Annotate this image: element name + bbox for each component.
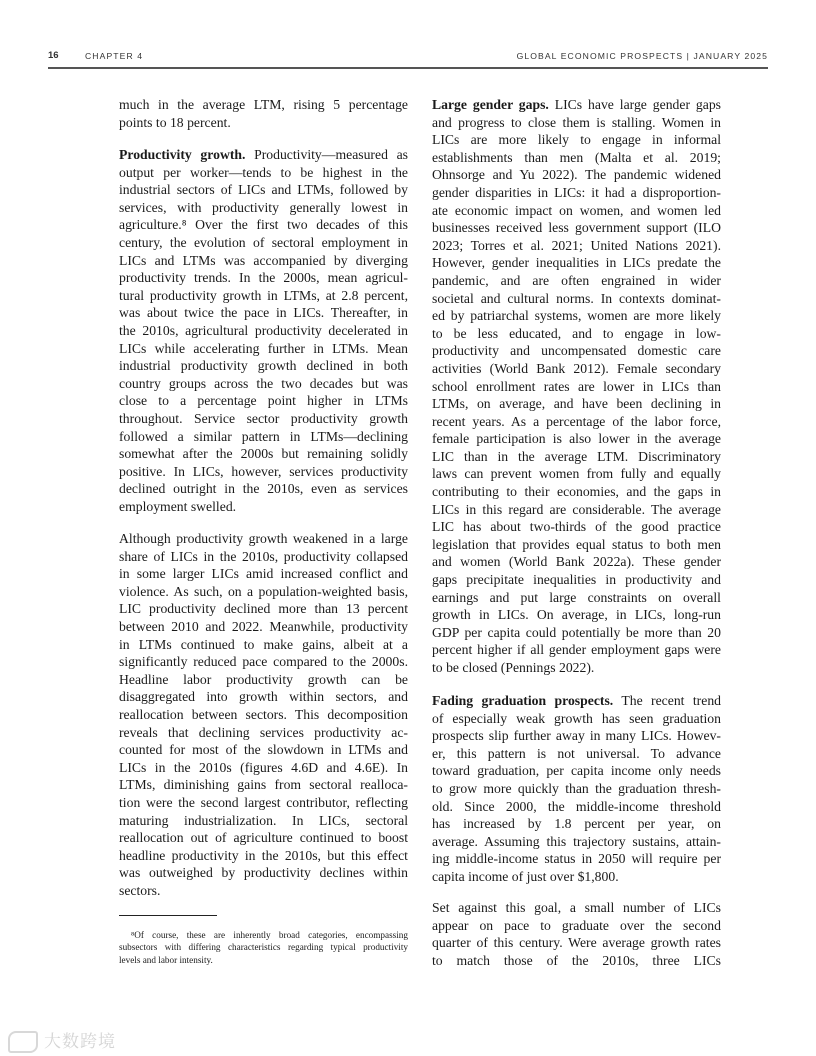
text-line: LICs and LTMs was accompanied by diverging [119,252,408,268]
text-line: counted for most of the slowdown in LTMs and [119,742,408,758]
text-line: growth in LICs. On average, in LICs, long-run [432,607,721,623]
text-line: to be less educated, and to engage in low- [432,325,721,341]
text-line: reallocation between sectors. This decomposition [119,706,408,722]
text-line: industrial sectors of LICs and LTMs, followed by [119,182,408,198]
watermark-text: 大数跨境 [44,1032,116,1052]
text-line: the 2010s, agricultural productivity decelerated in [119,322,408,338]
text-line: much in the average LTM, rising 5 percentage [119,97,408,112]
text-line: services, with productivity generally lowest in [119,199,408,215]
footnote [119,929,408,966]
paragraph [119,146,408,515]
text-line: businesses received less government support (ILO [432,220,721,236]
text-line: tion were the second largest contributor, reflecting [119,794,408,810]
text-line: Although productivity growth weakened in a large [119,531,408,546]
text-line: capita income of just over $1,800. [432,868,619,884]
text-line: legislation that provides equal status to both men [432,536,721,552]
text-line: Ohnsorge and Yu 2022). The pandemic widened [432,167,721,183]
text-line: productivity and uncompensated domestic care [432,343,721,359]
text-line: and women (World Bank 2022a). These gender [432,554,721,570]
text-line: maturing industrialization. In LICs, sectoral [119,812,408,828]
text-line [119,146,408,164]
line-text: The recent trend [613,693,722,708]
text-line: LTMs, on average, and have been declining in [432,396,721,412]
text-line: societal and cultural norms. In contexts dominat- [432,290,721,306]
text-line: Headline labor productivity growth can be [119,671,408,687]
paragraph-lead: Productivity growth. [119,147,246,162]
text-line: earnings and put large constraints on overall [432,589,721,605]
text-line: laws can prevent women from fully and equally [432,466,721,482]
text-line: However, gender inequalities in LICs predate the [432,255,721,271]
text-line: output per worker—tends to be highest in the [119,164,408,180]
text-line: share of LICs in the 2010s, productivity collapsed [119,548,408,564]
text-line: positive. In LICs, however, services productivity [119,463,408,479]
paragraph [432,899,721,969]
running-head: GLOBAL ECONOMIC PROSPECTS | JANUARY 2025 [516,51,768,61]
text-line [432,692,721,710]
chapter-label: CHAPTER 4 [85,51,144,61]
text-line: significantly reduced pace compared to the 2000s. [119,654,408,670]
text-line: LICs while accelerating further in LTMs. Mean [119,340,408,356]
text-line: somewhat after the 2000s but remaining solidly [119,446,408,462]
text-line: throughout. Service sector productivity growth [119,410,408,426]
text-line: close to a percentage point higher in LTMs [119,393,408,409]
text-line: of especially weak growth has seen graduation [432,710,721,726]
text-line: ed by patriarchal systems, women are more likely [432,308,721,324]
watermark-logo-icon [8,1031,38,1053]
text-line [432,96,721,114]
paragraph-lead: Fading graduation prospects. [432,693,614,708]
footnote-line: ⁸Of course, these are inherently broad categories, encompassing [131,930,408,940]
text-line: declined outright in the 2010s, even as services [119,481,408,497]
text-line: in LTMs continued to make gains, albeit at a [119,636,408,652]
paragraph [119,96,408,131]
text-line: industrial productivity growth declined in both [119,358,408,374]
header-rule [48,67,768,69]
text-line: LTMs, diminishing gains from sectoral realloca- [119,777,408,793]
text-line: prospects slip further away in many LICs. Howev- [432,728,721,744]
text-line: to be closed (Pennings 2022). [432,660,595,675]
paragraph [432,96,721,677]
text-line: LIC has about two-thirds of the good practice [432,519,721,535]
text-line: gender disparities in LICs: it had a disproportion- [432,184,721,200]
text-line: to match those of the 2010s, three LICs [432,952,721,968]
text-line: tural productivity growth in LTMs, at 2.8 percent, [119,287,408,303]
footnote-line: levels and labor intensity. [119,954,213,965]
text-line: 2023; Torres et al. 2021; United Nations 2021). [432,237,721,253]
text-line: was outweighed by productivity declines within [119,865,408,881]
text-line: old. Since 2000, the middle-income threshold [432,798,721,814]
text-line: appear on pace to graduate over the second [432,917,721,933]
text-line: LIC than in the average LTM. Discriminatory [432,448,721,464]
text-line: reveals that declining services productivity ac- [119,724,408,740]
text-line: country groups across the two decades but was [119,375,408,391]
text-line: productivity trends. In the 2000s, mean agricul- [119,270,408,286]
line-text: Productivity—measured as [245,147,408,162]
text-line: LICs in this regard are considerable. The average [432,501,721,517]
text-line: headline productivity in the 2010s, but this effect [119,847,408,863]
text-line: quarter of this century. Were average growth rates [432,935,721,951]
paragraph [432,692,721,886]
text-line: sectors. [119,882,161,898]
text-line: gaps precipitate inequalities in productivity and [432,572,721,588]
text-line: between 2010 and 2022. Meanwhile, productivity [119,618,408,634]
text-line: activities (World Bank 2012). Female secondary [432,360,721,376]
text-line: pandemic, and are often engrained in wider [432,272,721,288]
text-line: ing middle-income status in 2050 will require per [432,851,721,867]
watermark [8,1027,116,1053]
text-line: Set against this goal, a small number of LICs [432,900,721,915]
text-line: and progress to close them is stalling. Women in [432,114,721,130]
text-line: average. Assuming this trajectory sustains, attain- [432,833,721,849]
text-line: recent years. As a percentage of the labor force, [432,413,721,429]
text-line: toward graduation, per capita income only needs [432,763,721,779]
paragraph-lead: Large gender gaps. [432,97,549,112]
line-text: LICs have large gender gaps [548,97,721,112]
text-line: er, this pattern is not universal. To advance [432,745,721,761]
text-line: reallocation out of agriculture continued to boost [119,830,408,846]
text-line: was about twice the pace in LICs. Thereafter, in [119,305,408,321]
text-line: century, the evolution of sectoral employment in [119,234,408,250]
text-line: GDP per capita could potentially be more than 20 [432,624,721,640]
page-number: 16 [48,50,59,61]
text-line: LIC productivity declined more than 13 percent [119,601,408,617]
text-line: establishments than men (Malta et al. 2019; [432,149,721,165]
text-line: in some larger LICs amid increased conflict and [119,566,408,582]
text-line: followed a similar pattern in LTMs—declining [119,428,408,444]
paragraph [119,530,408,899]
text-line: has increased by 1.8 percent per year, on [432,816,721,832]
text-line: school enrollment rates are lower in LICs than [432,378,721,394]
text-line: employment swelled. [119,498,237,514]
text-line: contributing to their economies, and the gaps in [432,484,721,500]
footnote-line: subsectors with differing characteristics regarding typical productivity [119,942,408,953]
text-line: LICs are more likely to engage in informal [432,132,721,148]
text-line: female participation is also lower in the average [432,431,721,447]
footnote-rule [119,915,217,916]
text-line: ate economic impact on women, and women led [432,202,721,218]
text-line: violence. As such, on a population-weighted basis, [119,583,408,599]
text-line: points to 18 percent. [119,114,231,130]
text-line: LICs in the 2010s (figures 4.6D and 4.6E). In [119,759,408,775]
text-line: disaggregated into growth within sectors, and [119,689,408,705]
text-line: percent higher if all gender employment gaps were [432,642,721,658]
text-line: agriculture.⁸ Over the first two decades of this [119,217,408,233]
text-line: to grow more quickly than the graduation thresh- [432,780,721,796]
